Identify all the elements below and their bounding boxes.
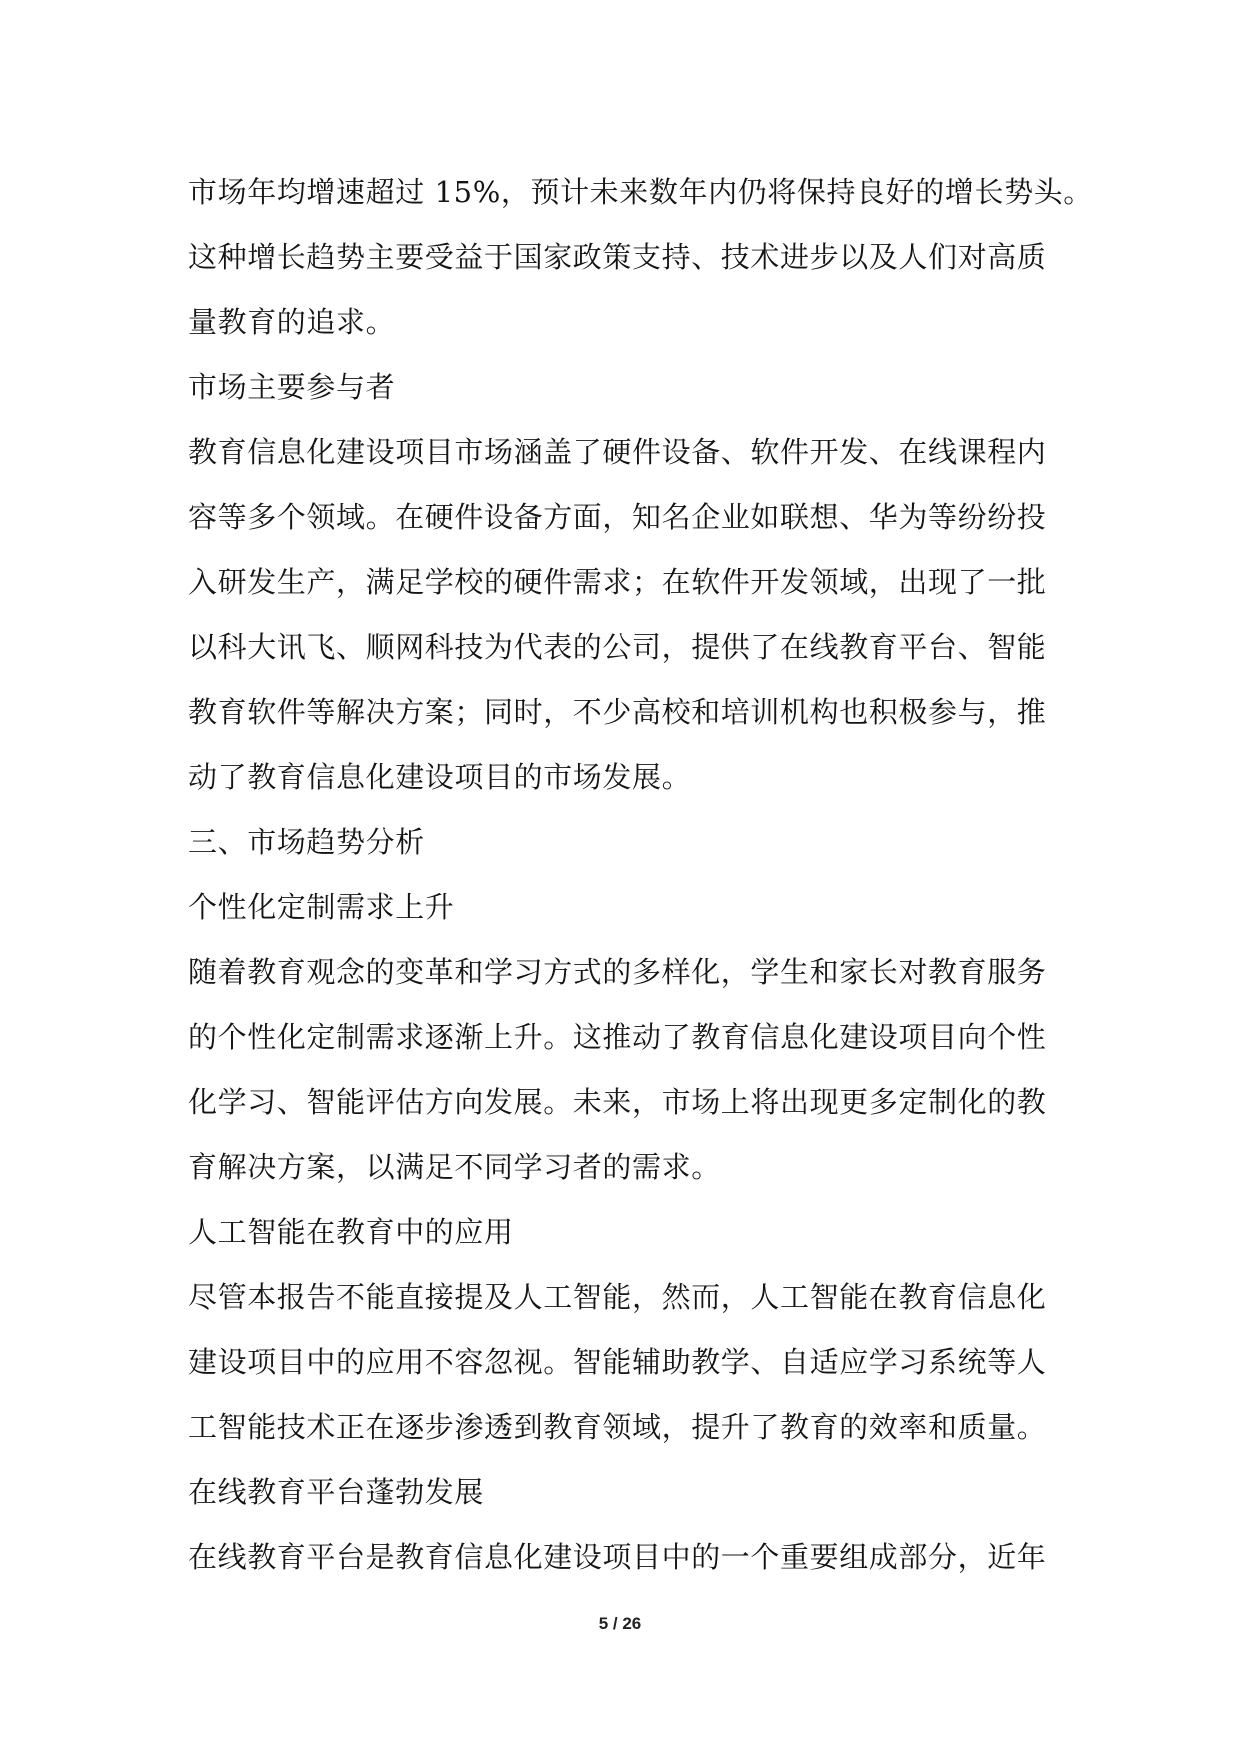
body-text [188,160,1093,1590]
text-line: 这种增长趋势主要受益于国家政策支持、技术进步以及人们对高质 [188,240,1047,274]
text-line: 教育软件等解决方案；同时，不少高校和培训机构也积极参与，推 [188,695,1047,729]
text-line: 容等多个领域。在硬件设备方面，知名企业如联想、华为等纷纷投 [188,500,1047,534]
text-line: 教育信息化建设项目市场涵盖了硬件设备、软件开发、在线课程内 [188,435,1047,469]
text-line: 市场年均增速超过 15%，预计未来数年内仍将保持良好的增长势头。 [188,175,1093,209]
subheading: 个性化定制需求上升 [188,890,455,924]
text-line: 育解决方案，以满足不同学习者的需求。 [188,1150,721,1184]
text-line: 尽管本报告不能直接提及人工智能，然而，人工智能在教育信息化 [188,1280,1047,1314]
text-line: 入研发生产，满足学校的硬件需求；在软件开发领域，出现了一批 [188,565,1047,599]
subheading: 在线教育平台蓬勃发展 [188,1475,485,1509]
section-heading: 三、市场趋势分析 [188,825,425,859]
text-line: 随着教育观念的变革和学习方式的多样化，学生和家长对教育服务 [188,955,1047,989]
page-number: 5 / 26 [598,1614,642,1633]
text-line: 工智能技术正在逐步渗透到教育领域，提升了教育的效率和质量。 [188,1410,1047,1444]
text-line: 化学习、智能评估方向发展。未来，市场上将出现更多定制化的教 [188,1085,1047,1119]
subheading: 人工智能在教育中的应用 [188,1215,514,1249]
text-line: 建设项目中的应用不容忽视。智能辅助教学、自适应学习系统等人 [188,1345,1047,1379]
text-line: 以科大讯飞、顺网科技为代表的公司，提供了在线教育平台、智能 [188,630,1047,664]
text-line: 的个性化定制需求逐渐上升。这推动了教育信息化建设项目向个性 [188,1020,1047,1054]
text-line: 量教育的追求。 [188,305,396,339]
text-line: 在线教育平台是教育信息化建设项目中的一个重要组成部分，近年 [188,1540,1047,1574]
subheading: 市场主要参与者 [188,370,396,404]
text-line: 动了教育信息化建设项目的市场发展。 [188,760,692,794]
